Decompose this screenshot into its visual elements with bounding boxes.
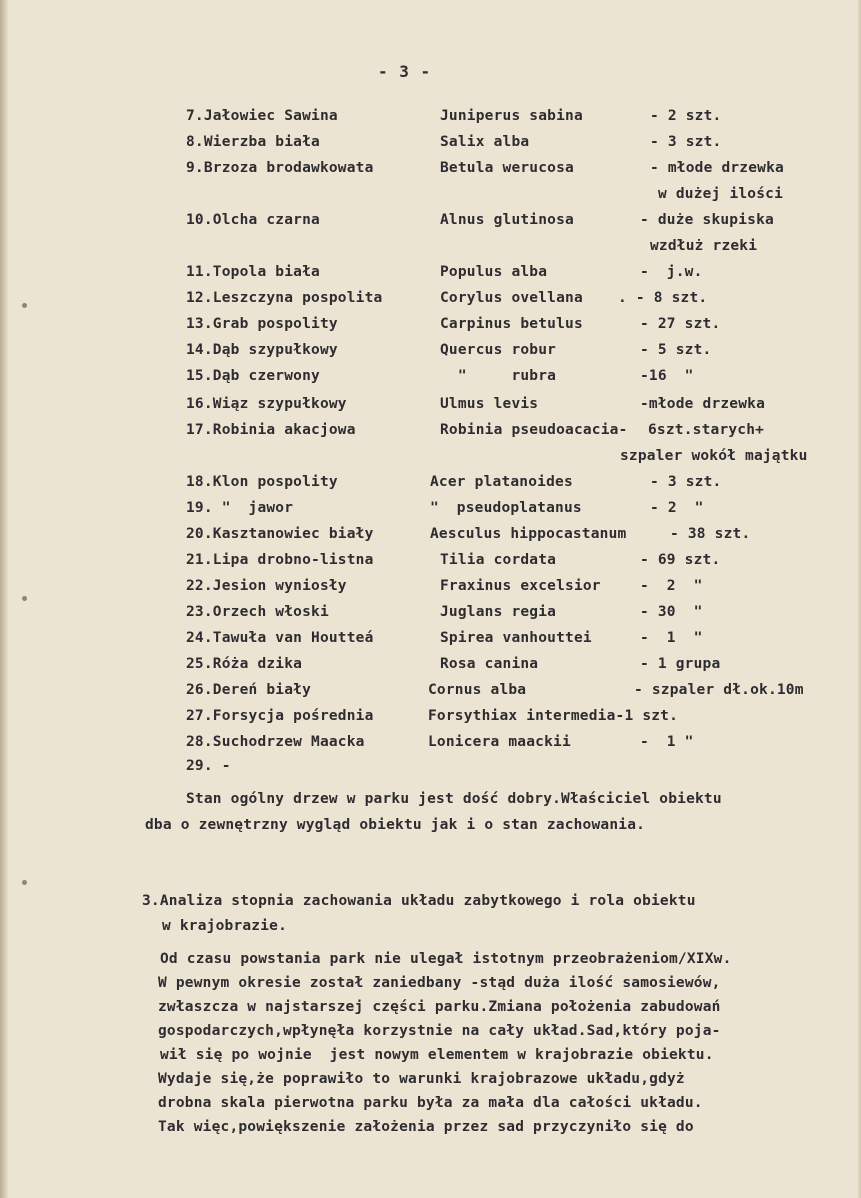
species-row — [0, 368, 861, 392]
species-row — [0, 552, 861, 576]
latin-name: " pseudoplatanus — [430, 500, 582, 516]
quantity: - szpaler dł.ok.10m — [634, 682, 804, 698]
paragraph-line: gospodarczych,wpłynęła korzystnie na cały układ.Sad,który poja- — [158, 1023, 721, 1039]
latin-name: Populus alba — [440, 264, 548, 280]
quantity: - 3 szt. — [650, 474, 722, 490]
species-row — [0, 708, 861, 732]
quantity-continuation: w dużej ilości — [658, 186, 784, 202]
species-row — [0, 264, 861, 288]
species-row — [0, 160, 861, 184]
quantity: 6szt.starych+ — [648, 422, 765, 438]
species-row — [0, 682, 861, 706]
latin-name: Cornus alba — [428, 682, 527, 698]
quantity: . - 8 szt. — [618, 290, 708, 306]
polish-name: 27.Forsycja pośrednia — [186, 708, 374, 724]
latin-name: Betula werucosa — [440, 160, 574, 176]
quantity: - 2 " — [650, 500, 704, 516]
polish-name: 8.Wierzba biała — [186, 134, 320, 150]
species-row — [0, 342, 861, 366]
summary-line: Stan ogólny drzew w parku jest dość dobry.Właściciel obiektu — [186, 791, 722, 807]
species-row — [0, 316, 861, 340]
latin-name: Lonicera maackii — [428, 734, 571, 750]
paragraph-line: drobna skala pierwotna parku była za mała dla całości układu. — [158, 1095, 703, 1111]
paragraph-line: wił się po wojnie jest nowym elementem w krajobrazie obiektu. — [160, 1047, 714, 1063]
quantity: - 1 " — [640, 630, 703, 646]
quantity: - 3 szt. — [650, 134, 722, 150]
paragraph-line: zwłaszcza w najstarszej części parku.Zmiana położenia zabudowań — [158, 999, 721, 1015]
page-number: - 3 - — [378, 62, 432, 81]
species-row — [0, 758, 861, 782]
polish-name: 21.Lipa drobno-listna — [186, 552, 374, 568]
polish-name: 20.Kasztanowiec biały — [186, 526, 374, 542]
latin-name: Alnus glutinosa — [440, 212, 574, 228]
paragraph-line: W pewnym okresie został zaniedbany -stąd duża ilość samosiewów, — [158, 975, 721, 991]
species-row — [0, 290, 861, 314]
species-row — [0, 526, 861, 550]
polish-name: 17.Robinia akacjowa — [186, 422, 356, 438]
quantity: - 27 szt. — [640, 316, 721, 332]
polish-name: 25.Róża dzika — [186, 656, 303, 672]
polish-name: 9.Brzoza brodawkowata — [186, 160, 374, 176]
punch-hole-mark — [22, 880, 27, 885]
latin-name: Rosa canina — [440, 656, 539, 672]
quantity: - 30 " — [640, 604, 703, 620]
species-row — [0, 734, 861, 758]
quantity: - 2 szt. — [650, 108, 722, 124]
polish-name: 28.Suchodrzew Maacka — [186, 734, 365, 750]
quantity: -młode drzewka — [640, 396, 766, 412]
latin-name: Fraxinus excelsior — [440, 578, 601, 594]
latin-name: Carpinus betulus — [440, 316, 583, 332]
latin-name: Aesculus hippocastanum — [430, 526, 627, 542]
polish-name: 13.Grab pospolity — [186, 316, 338, 332]
latin-name: Acer platanoides — [430, 474, 573, 490]
species-row — [0, 212, 861, 236]
quantity: - 5 szt. — [640, 342, 712, 358]
quantity: - 38 szt. — [670, 526, 751, 542]
polish-name: 11.Topola biała — [186, 264, 320, 280]
quantity: - 1 " — [640, 734, 694, 750]
paragraph-line: Tak więc,powiększenie założenia przez sad przyczyniło się do — [158, 1119, 694, 1135]
species-row — [0, 396, 861, 420]
latin-name: Corylus ovellana — [440, 290, 583, 306]
species-row — [0, 134, 861, 158]
species-row — [0, 656, 861, 680]
latin-name: Ulmus levis — [440, 396, 539, 412]
latin-name: Juglans regia — [440, 604, 557, 620]
polish-name: 22.Jesion wyniosły — [186, 578, 347, 594]
polish-name: 29. - — [186, 758, 231, 774]
section-heading: w krajobrazie. — [162, 918, 288, 934]
polish-name: 23.Orzech włoski — [186, 604, 329, 620]
latin-name: " rubra — [440, 368, 557, 384]
polish-name: 16.Wiąz szypułkowy — [186, 396, 347, 412]
species-row — [0, 108, 861, 132]
polish-name: 15.Dąb czerwony — [186, 368, 320, 384]
species-row — [0, 630, 861, 654]
latin-name: Tilia cordata — [440, 552, 557, 568]
polish-name: 19. " jawor — [186, 500, 294, 516]
species-row — [0, 474, 861, 498]
polish-name: 12.Leszczyna pospolita — [186, 290, 383, 306]
paragraph-line: Wydaje się,że poprawiło to warunki krajobrazowe układu,gdyż — [158, 1071, 685, 1087]
quantity: - 2 " — [640, 578, 703, 594]
polish-name: 26.Dereń biały — [186, 682, 312, 698]
species-row — [0, 422, 861, 446]
quantity: - j.w. — [640, 264, 703, 280]
latin-name: Forsythiax intermedia-1 szt. — [428, 708, 679, 724]
quantity: - 1 grupa — [640, 656, 721, 672]
polish-name: 14.Dąb szypułkowy — [186, 342, 338, 358]
polish-name: 7.Jałowiec Sawina — [186, 108, 338, 124]
latin-name: Salix alba — [440, 134, 530, 150]
polish-name: 24.Tawuła van Houtteá — [186, 630, 374, 646]
quantity-continuation: szpaler wokół majątku — [620, 448, 808, 464]
latin-name: Quercus robur — [440, 342, 557, 358]
species-row — [0, 604, 861, 628]
quantity-continuation: wzdłuż rzeki — [650, 238, 758, 254]
quantity: - duże skupiska — [640, 212, 774, 228]
quantity: - 69 szt. — [640, 552, 721, 568]
latin-name: Spirea vanhouttei — [440, 630, 592, 646]
latin-name: Juniperus sabina — [440, 108, 583, 124]
summary-line: dba o zewnętrzny wygląd obiektu jak i o stan zachowania. — [145, 817, 646, 833]
polish-name: 10.Olcha czarna — [186, 212, 320, 228]
quantity: - młode drzewka — [650, 160, 784, 176]
latin-name: Robinia pseudoacacia- — [440, 422, 628, 438]
polish-name: 18.Klon pospolity — [186, 474, 338, 490]
species-row — [0, 500, 861, 524]
section-heading: 3.Analiza stopnia zachowania układu zabytkowego i rola obiektu — [142, 893, 696, 909]
species-row — [0, 578, 861, 602]
paragraph-line: Od czasu powstania park nie ulegał istotnym przeobrażeniom/XIXw. — [160, 951, 732, 967]
quantity: -16 " — [640, 368, 694, 384]
